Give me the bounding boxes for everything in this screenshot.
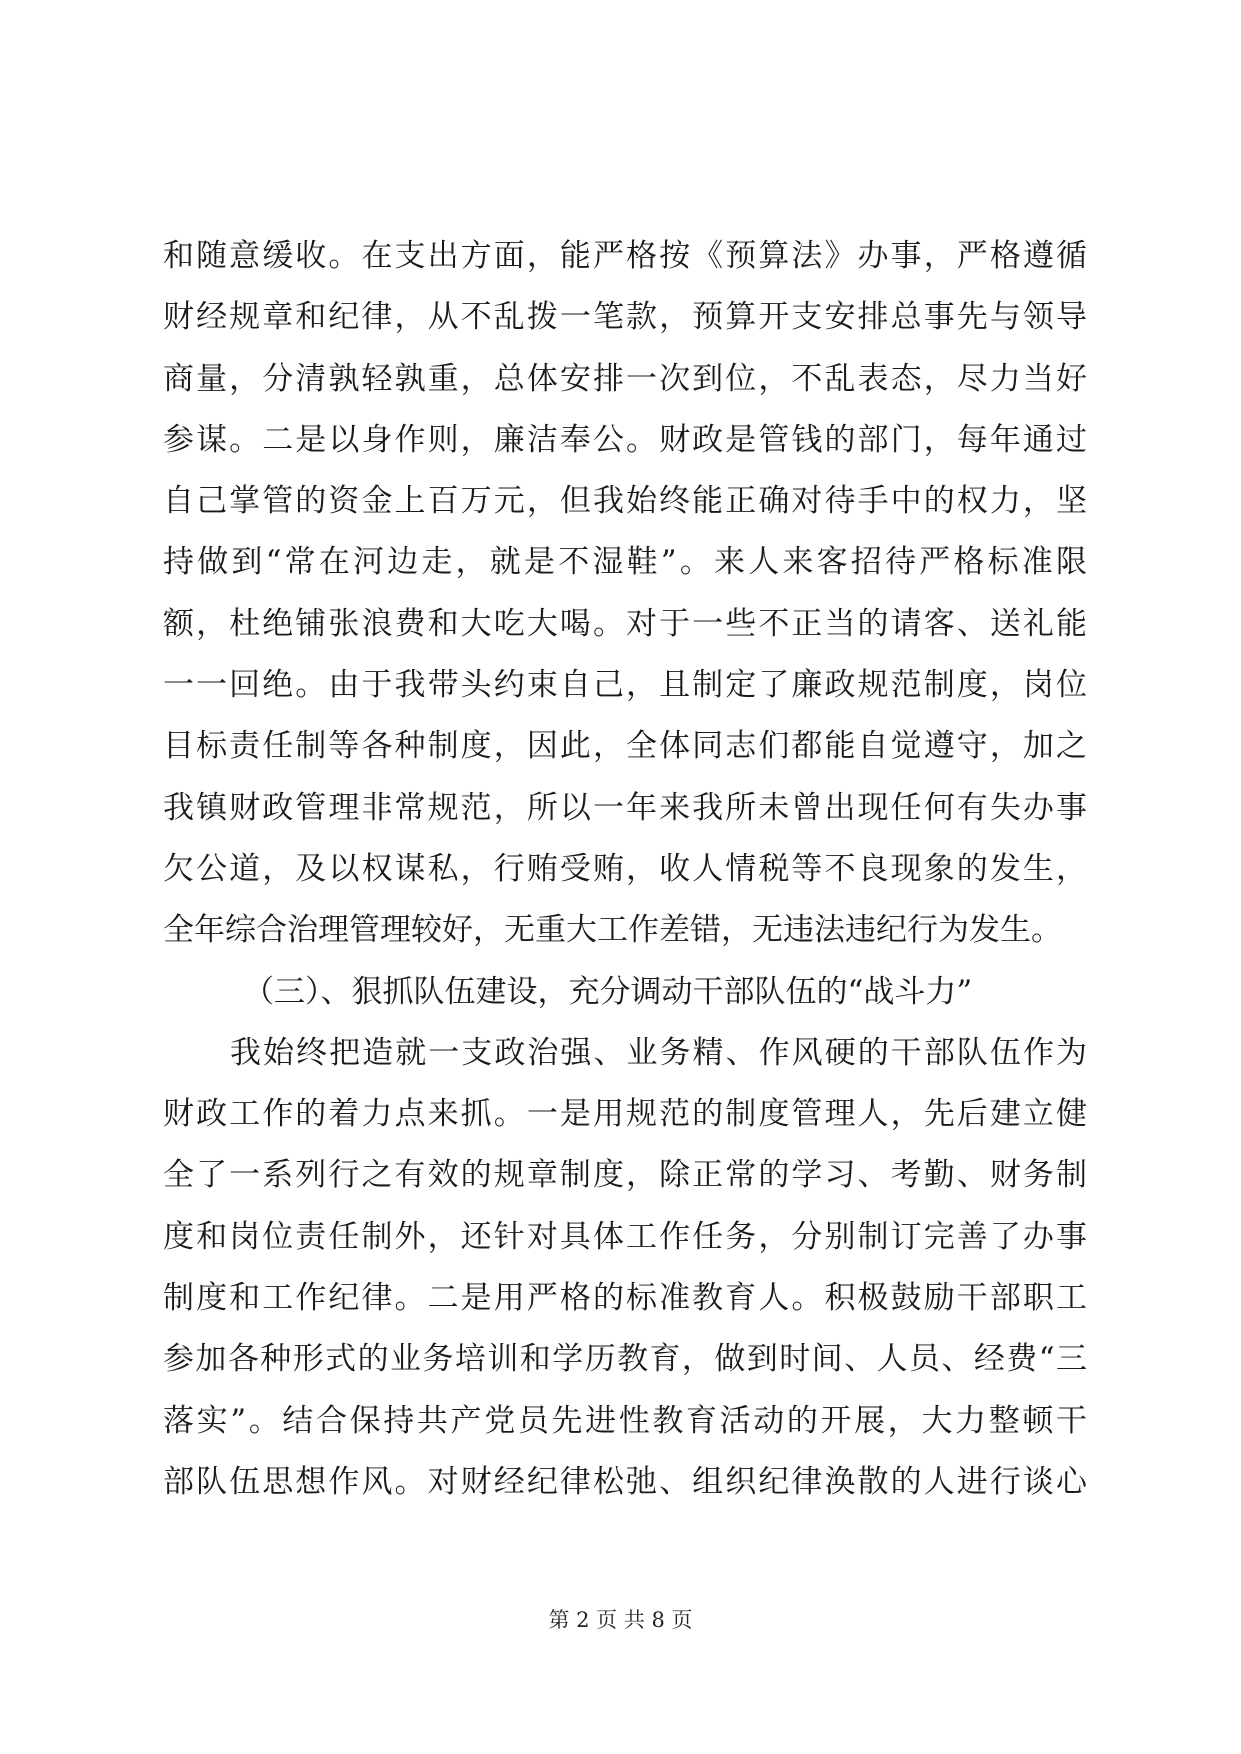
- body-text: [163, 226, 1087, 1513]
- text-line: 和随意缓收。在支出方面，能严格按《预算法》办事，严格遵循: [163, 238, 1087, 274]
- text-line: 财政工作的着力点来抓。一是用规范的制度管理人，先后建立健: [163, 1096, 1087, 1133]
- text-line: 参加各种形式的业务培训和学历教育，做到时间、人员、经费“三: [163, 1341, 1087, 1378]
- page-footer: 第 2 页 共 8 页: [548, 1608, 693, 1632]
- text-line: 落实”。结合保持共产党员先进性教育活动的开展，大力整顿干: [163, 1402, 1087, 1439]
- text-line: 制度和工作纪律。二是用严格的标准教育人。积极鼓励干部职工: [163, 1280, 1087, 1317]
- section-heading: （三）、狠抓队伍建设，充分调动干部队伍的“战斗力”: [243, 973, 973, 1010]
- text-line: 财经规章和纪律，从不乱拨一笔款，预算开支安排总事先与领导: [163, 299, 1087, 336]
- text-line: 参谋。二是以身作则，廉洁奉公。财政是管钱的部门，每年通过: [163, 421, 1087, 458]
- text-line: 额，杜绝铺张浪费和大吃大喝。对于一些不正当的请客、送礼能: [163, 605, 1087, 642]
- text-line: 全了一系列行之有效的规章制度，除正常的学习、考勤、财务制: [163, 1157, 1087, 1194]
- text-line: 持做到“常在河边走，就是不湿鞋”。来人来客招待严格标准限: [163, 544, 1087, 581]
- text-line: 欠公道，及以权谋私，行贿受贿，收人情税等不良现象的发生，: [163, 850, 1087, 887]
- text-line: 目标责任制等各种制度，因此，全体同志们都能自觉遵守，加之: [163, 728, 1087, 765]
- text-line: 我镇财政管理非常规范，所以一年来我所未曾出现任何有失办事: [163, 789, 1087, 826]
- text-line: 度和岗位责任制外，还针对具体工作任务，分别制订完善了办事: [163, 1218, 1087, 1255]
- text-line: 全年综合治理管理较好，无重大工作差错，无违法违纪行为发生。: [163, 912, 1062, 949]
- text-line: 一一回绝。由于我带头约束自己，且制定了廉政规范制度，岗位: [163, 667, 1087, 704]
- text-line: 商量，分清孰轻孰重，总体安排一次到位，不乱表态，尽力当好: [163, 360, 1087, 397]
- paragraph-first-line: 我始终把造就一支政治强、业务精、作风硬的干部队伍作为: [230, 1034, 1087, 1071]
- text-line: 部队伍思想作风。对财经纪律松弛、组织纪律涣散的人进行谈心: [163, 1463, 1087, 1500]
- text-line: 自己掌管的资金上百万元，但我始终能正确对待手中的权力，坚: [163, 483, 1087, 520]
